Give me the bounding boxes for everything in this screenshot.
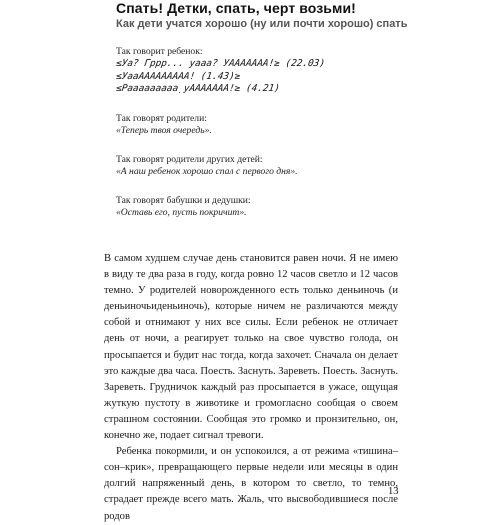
quote-label-other-parents: Так говорят родители других детей: <box>116 153 263 165</box>
quote-other-parents <box>116 154 406 178</box>
epigraph-quotes <box>116 46 406 236</box>
child-cry-line: ≤УааААААААААА! (1.43)≥ <box>115 70 242 82</box>
child-cry-line: ≤Уа? Гррр... уааа? УААААААА!≥ (22.03) <box>115 58 326 69</box>
page-number: 13 <box>388 486 399 497</box>
paragraph: Ребенка покормили, и он успокоился, а от режима «тишина–сон–крик», превращающего первые недели или месяцы в один долгий напряженный день, в котором то светло, то темно, страдает прежде всего мать. Жаль, что высвободившиеся после родов <box>104 446 398 522</box>
quote-label-parents: Так говорят родители: <box>116 112 207 124</box>
paragraph: В самом худшем случае день становится равен ночи. Я не имею в виду те два раза в году, когда ровно 12 часов светло и 12 часов темно. У родителей новорожденного есть только деньиночь (и деньиночьиденьиночь), которые ничем не различаются между собой и отнимают у них все силы. Если ребенок не отличает день от ночи, а реагирует только на свое чувство голода, он просыпается и будит нас тогда, когда захочет. Сначала он делает это каждые два часа. Поесть. Заснуть. Зареветь. Поесть. Заснуть. Зареветь. Грудничок каждый раз просыпается в ужасе, ощущая жуткую пустоту в животике и громогласно сообщая о своем страшном состоянии. Сообщая это громко и пронзительно, он, конечно же, подает сигнал тревоги. <box>104 253 398 442</box>
chapter-subtitle: Как дети учатся хорошо (ну или почти хорошо) спать <box>116 18 408 30</box>
chapter-title: Спать! Детки, спать, черт возьми! <box>116 0 356 16</box>
quote-label-grandparents: Так говорят бабушки и дедушки: <box>116 194 251 206</box>
quote-parents <box>116 113 406 137</box>
main-text <box>104 251 398 525</box>
quote-grandparents <box>116 195 406 219</box>
quote-child <box>116 46 406 96</box>
quote-text-grandparents: «Оставь его, пусть покричит». <box>116 206 247 218</box>
quote-text-other-parents: «А наш ребенок хорошо спал с первого дня». <box>116 165 298 177</box>
quote-label-child: Так говорит ребенок: <box>116 46 203 57</box>
quote-text-parents: «Теперь твоя очередь». <box>116 124 212 136</box>
child-cry-line: ≤Рааааааааа̣уААААААА!≥ (4.21) <box>115 83 281 94</box>
